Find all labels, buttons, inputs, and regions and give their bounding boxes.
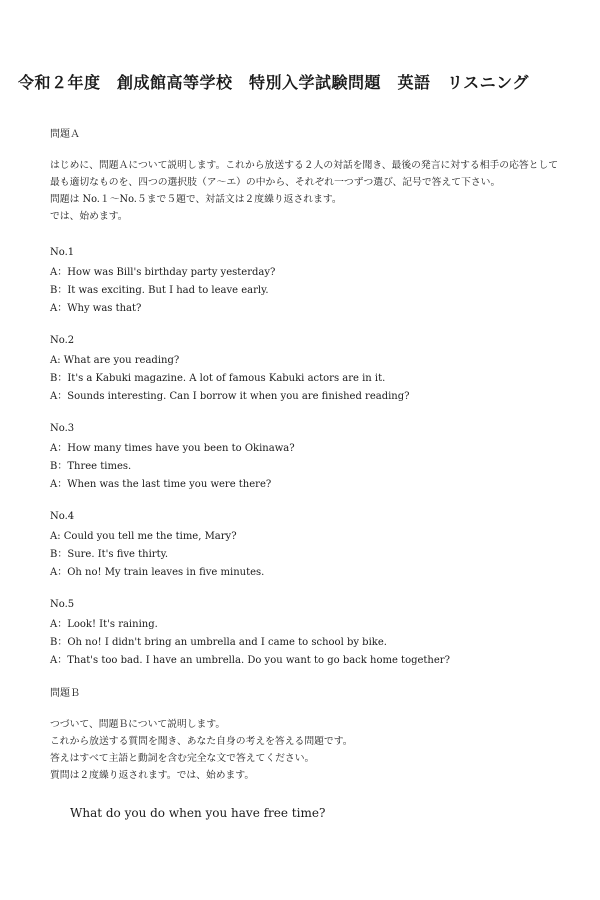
dialogue-line: A：How many times have you been to Okinawa? bbox=[50, 443, 295, 454]
dialogue-line: B：It was exciting. But I had to leave early. bbox=[50, 285, 269, 296]
question-5 bbox=[50, 596, 450, 670]
dialogue-line: A：When was the last time you were there? bbox=[50, 479, 272, 490]
dialogue-line: B：It's a Kabuki magazine. A lot of famous Kabuki actors are in it. bbox=[50, 373, 386, 384]
dialogue-line: A：Oh no! My train leaves in five minutes. bbox=[50, 567, 265, 578]
instruction-line: つづいて、問題Ｂについて説明します。 bbox=[50, 719, 226, 730]
dialogue-line: B：Oh no! I didn't bring an umbrella and I came to school by bike. bbox=[50, 637, 387, 648]
page-title: 令和２年度 創成館高等学校 特別入学試験問題 英語 リスニング bbox=[18, 73, 529, 92]
section-b-question: What do you do when you have free time? bbox=[70, 806, 326, 820]
instruction-line: 最も適切なものを、四つの選択肢（ア〜エ）の中から、それぞれ一つずつ選び、記号で答えて下さい。 bbox=[50, 177, 501, 188]
section-b-instructions bbox=[50, 716, 353, 784]
instruction-line: はじめに、問題Ａについて説明します。これから放送する２人の対話を聞き、最後の発言に対する相手の応答として bbox=[50, 160, 559, 171]
dialogue-line: A：Sounds interesting. Can I borrow it when you are finished reading? bbox=[50, 391, 410, 402]
section-a-heading: 問題Ａ bbox=[50, 129, 80, 140]
dialogue-line: A：Look! It's raining. bbox=[50, 619, 158, 630]
instruction-line: これから放送する質問を聞き、あなた自身の考えを答える問題です。 bbox=[50, 736, 353, 747]
dialogue-line: A：That's too bad. I have an umbrella. Do you want to go back home together? bbox=[50, 655, 450, 666]
question-number: No.1 bbox=[50, 247, 75, 258]
instruction-line: 問題は No.１〜No.５まで５題で、対話文は２度繰り返されます。 bbox=[50, 194, 342, 205]
section-a-instructions bbox=[50, 157, 558, 225]
question-number: No.3 bbox=[50, 423, 75, 434]
question-1 bbox=[50, 244, 275, 318]
instruction-line: 質問は２度繰り返されます。では、始めます。 bbox=[50, 770, 255, 781]
question-2 bbox=[50, 332, 410, 406]
dialogue-line: A：Why was that? bbox=[50, 303, 142, 314]
dialogue-line: B：Sure. It's five thirty. bbox=[50, 549, 169, 560]
question-3 bbox=[50, 420, 295, 494]
dialogue-line: A：How was Bill's birthday party yesterday? bbox=[50, 267, 276, 278]
dialogue-line: B：Three times. bbox=[50, 461, 132, 472]
dialogue-line: A: What are you reading? bbox=[50, 355, 180, 366]
instruction-line: では、始めます。 bbox=[50, 211, 128, 222]
question-4 bbox=[50, 508, 264, 582]
question-number: No.2 bbox=[50, 335, 75, 346]
section-b-heading: 問題Ｂ bbox=[50, 688, 80, 699]
dialogue-line: A: Could you tell me the time, Mary? bbox=[50, 531, 237, 542]
question-number: No.5 bbox=[50, 599, 75, 610]
question-number: No.4 bbox=[50, 511, 75, 522]
instruction-line: 答えはすべて主語と動詞を含む完全な文で答えてください。 bbox=[50, 753, 315, 764]
